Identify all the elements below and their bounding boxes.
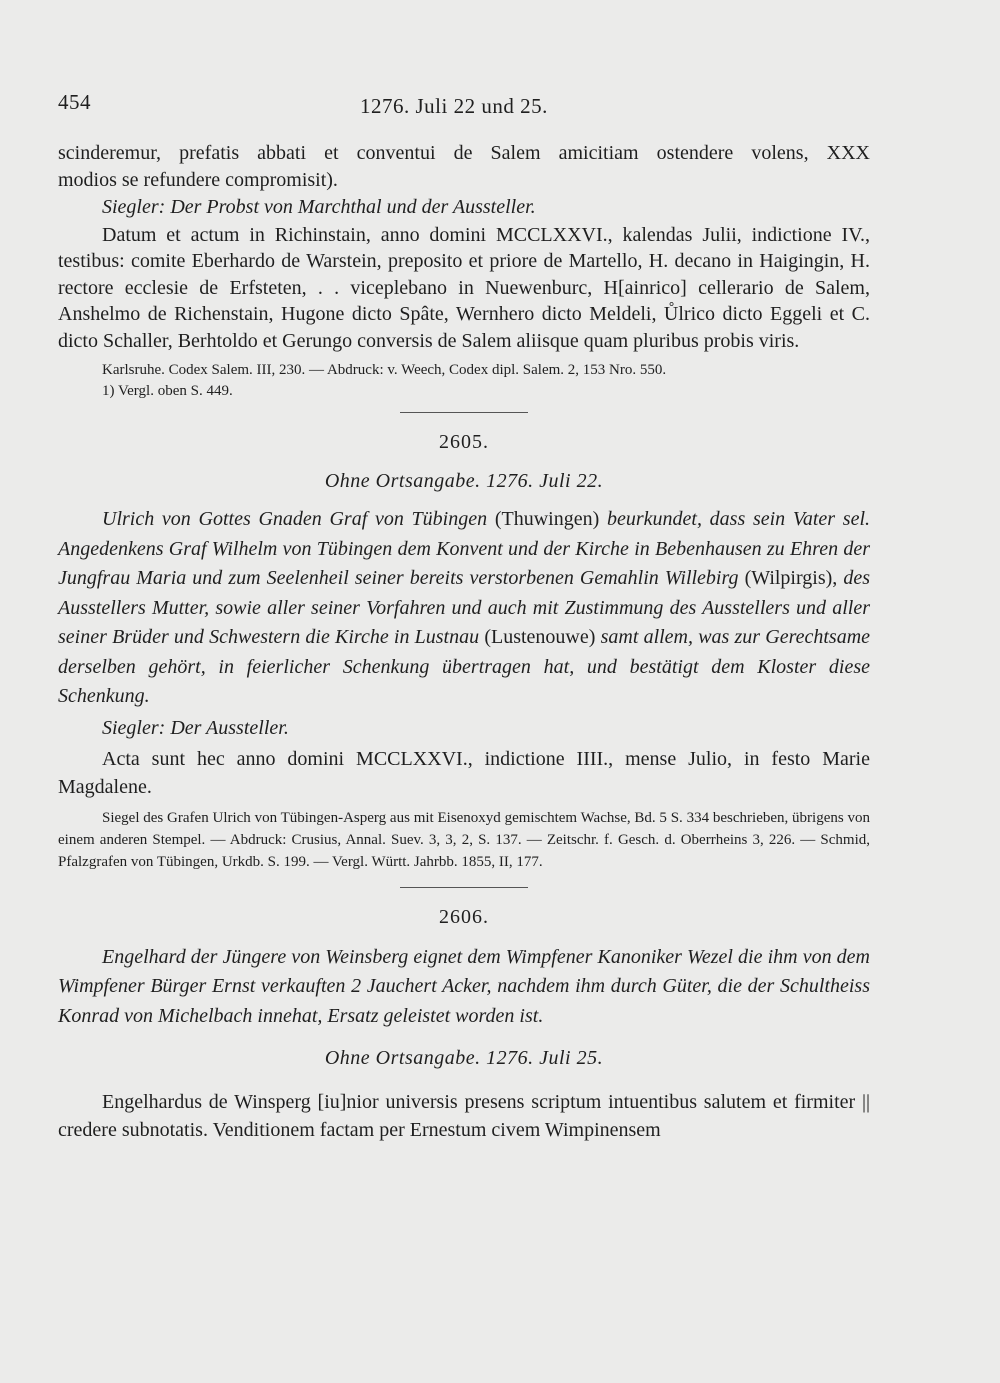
source-note: Karlsruhe. Codex Salem. III, 230. — Abdruck: v. Weech, Codex dipl. Salem. 2, 153 Nro. 550. [102,362,667,378]
document-regest: Engelhard der Jüngere von Weinsberg eignet dem Wimpfener Kanoniker Wezel die ihm von dem Wimpfener Bürger Ernst verkauften 2 Jauchert Acker, nachdem ihm durch Güter, die der Schultheiss Konrad von Michelbach innehat, Ersatz geleistet worden ist. [58,945,870,1027]
siegler-line [58,194,870,221]
document-dateline: Ohne Ortsangabe. 1276. Juli 25. [324,1047,604,1069]
running-head: 1276. Juli 22 und 25. [360,94,548,118]
regest-part: (Lustenouwe) [484,626,596,648]
page-header [58,90,878,124]
regest-part: (Wilpirgis), [744,567,838,589]
siegler-line [58,714,870,743]
acta-paragraph: Acta sunt hec anno domini MCCLXXVI., indictione IIII., mense Julio, in festo Marie Magdalene. [58,747,870,798]
regest-part: beurkundet, dass sein Vater sel. Angedenkens Graf Wilhelm von Tübingen dem Konvent und der Kirche in Bebenhausen zu Ehren der Jungfrau Maria und zum Seelenheil seiner bereits verstorbenen Gemahlin Willebirg [58,508,871,589]
document-number: 2605. [439,431,489,453]
section-divider [400,887,528,888]
datum-paragraph: Datum et actum in Richinstain, anno domini MCCLXXVI., kalendas Julii, indictione IV., testibus: comite Eberhardo de Warstein, preposito et priore de Martello, H. decano in Haigingin, H. rectore ecclesie de Erfsteten, . . viceplebano in Nuewenburc, H[ainrico] cellerario de Salem, Anshelmo de Richenstain, Hugone dicto Spâte, Wernhero dicto Meldeli, Ůlrico dicto Eggeli et C. dicto Schaller, Berhtoldo et Gerungo conversis de Salem aliisque quam pluribus probis viris. [58,223,870,352]
siegler-text: Der Aussteller. [170,716,289,739]
text-line: scinderemur, prefatis abbati et conventui de Salem amicitiam ostendere volens, XXX [58,142,870,164]
seal-note: Siegel des Grafen Ulrich von Tübingen-Asperg aus mit Eisenoxyd gemischtem Wachse, Bd. 5 S. 334 beschrieben, übrigens von einem anderen Stempel. — Abdruck: Crusius, Annal. Suev. 3, 3, 2, S. 137. — Zeitschr. f. Gesch. d. Oberrheins 3, 226. — Schmid, Pfalzgrafen von Tübingen, Urkdb. S. 199. — Vergl. Württ. Jahrbb. 1855, II, 177. [58,809,870,870]
siegler-label: Siegler: [102,196,166,218]
text-line: modios se refundere compromisit). [58,168,338,191]
siegler-text: Der Probst von Marchthal und der Aussteller. [170,196,536,218]
section-divider [400,412,528,413]
document-number: 2606. [439,905,489,928]
page-number: 454 [58,90,91,114]
document-regest [58,505,870,712]
page-content [58,140,870,1144]
footnote: 1) Vergl. oben S. 449. [102,383,233,399]
document-text: Engelhardus de Winsperg [iu]nior universis presens scriptum intuentibus salutem et firmiter || credere subnotatis. Venditionem factam per Ernestum civem Wimpinensem [58,1091,870,1141]
regest-part: (Thuwingen) [494,508,600,530]
document-dateline: Ohne Ortsangabe. 1276. Juli 22. [324,470,604,492]
regest-part: des Ausstellers Mutter, sowie aller seiner Vorfahren und auch mit Zustimmung des Ausstellers und aller seiner Brüder und Schwestern die Kirche in Lustnau [58,567,871,648]
regest-part: Ulrich von Gottes Gnaden Graf von Tübingen [102,508,488,530]
siegler-label: Siegler: [102,716,166,739]
regest-part: samt allem, was zur Gerechtsame derselben gehört, in feierlicher Schenkung übertragen hat, und bestätigt dem Kloster diese Schenkung. [58,626,871,707]
